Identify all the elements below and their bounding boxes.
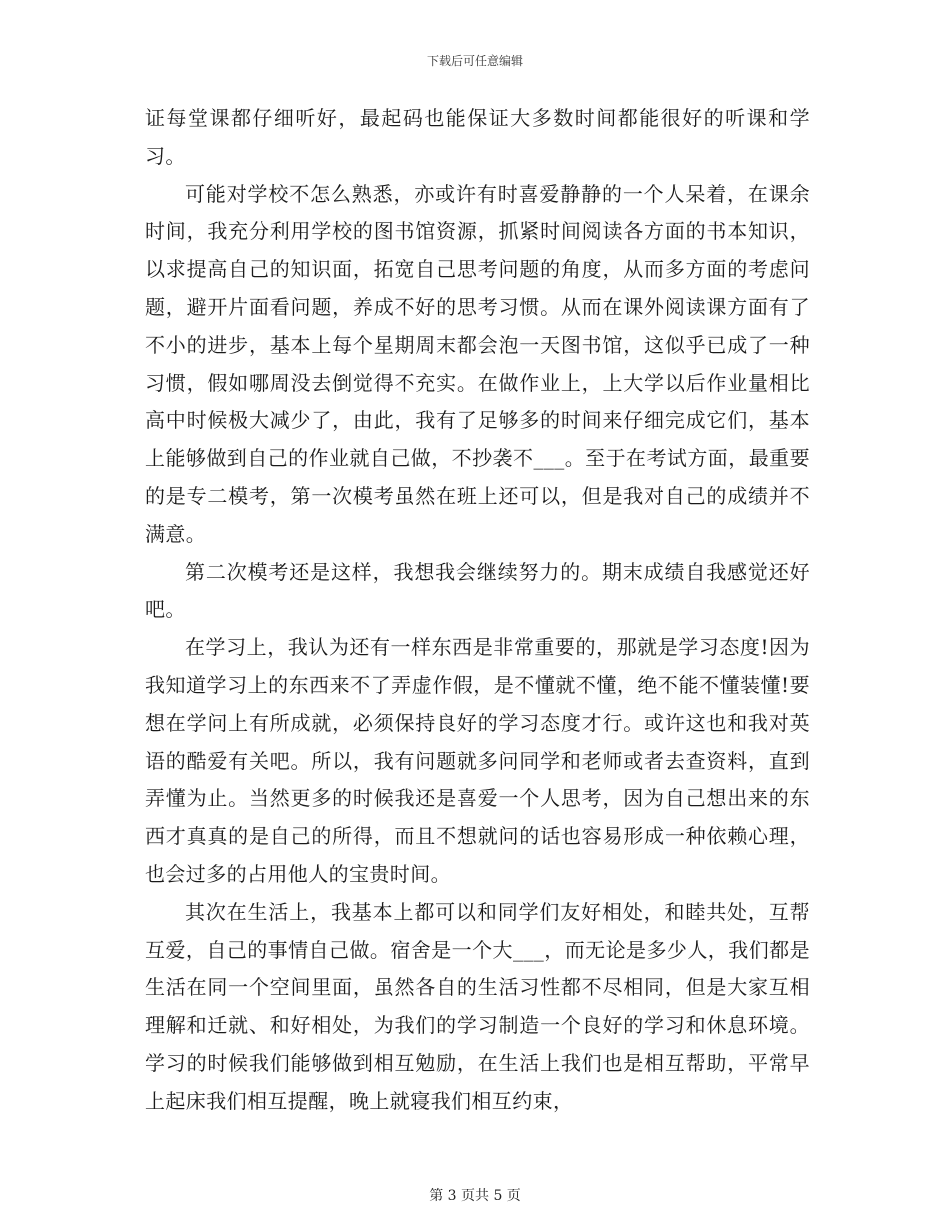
paragraph-study-attitude: 在学习上，我认为还有一样东西是非常重要的，那就是学习态度!因为我知道学习上的东西来不了弄虚作假，是不懂就不懂，绝不能不懂装懂!要想在学问上有所成就，必须保持良好的学习态度才行。或许这也和我对英语的酷爱有关吧。所以，我有问题就多问同学和老师或者去查资料，直到弄懂为止。当然更多的时候我还是喜爱一个人思考，因为自己想出来的东西才真真的是自己的所得，而且不想就问的话也容易形成一种依赖心理，也会过多的占用他人的宝贵时间。 xyxy=(145,635,810,886)
page-header: 下载后可任意编辑 xyxy=(426,54,523,68)
paragraph-continuation: 证每堂课都仔细听好，最起码也能保证大多数时间都能很好的听课和学习。 xyxy=(145,106,810,168)
paragraph-daily-life: 其次在生活上，我基本上都可以和同学们友好相处，和睦共处，互帮互爱，自己的事情自己做。宿舍是一个大___，而无论是多少人，我们都是生活在同一个空间里面，虽然各自的生活习性都不尽相同，但是大家互相理解和迁就、和好相处，为我们的学习制造一个良好的学习和休息环境。学习的时候我们能够做到相互勉励，在生活上我们也是相互帮助，平常早上起床我们相互提醒，晚上就寝我们相互约束， xyxy=(145,899,810,1113)
document-body xyxy=(145,100,810,1121)
page-footer: 第 3 页共 5 页 xyxy=(429,1188,521,1204)
paragraph-library-reading: 可能对学校不怎么熟悉，亦或许有时喜爱静静的一个人呆着，在课余时间，我充分利用学校的图书馆资源，抓紧时间阅读各方面的书本知识，以求提高自己的知识面，拓宽自己思考问题的角度，从而多方面的考虑问题，避开片面看问题，养成不好的思考习惯。从而在课外阅读课方面有了不小的进步，基本上每个星期周末都会泡一天图书馆，这似乎已成了一种习惯，假如哪周没去倒觉得不充实。在做作业上，上大学以后作业量相比高中时候极大减少了，由此，我有了足够多的时间来仔细完成它们，基本上能够做到自己的作业就自己做，不抄袭不___。至于在考试方面，最重要的是专二模考，第一次模考虽然在班上还可以，但是我对自己的成绩并不满意。 xyxy=(145,181,810,546)
paragraph-second-exam: 第二次模考还是这样，我想我会继续努力的。期末成绩自我感觉还好吧。 xyxy=(145,559,810,622)
